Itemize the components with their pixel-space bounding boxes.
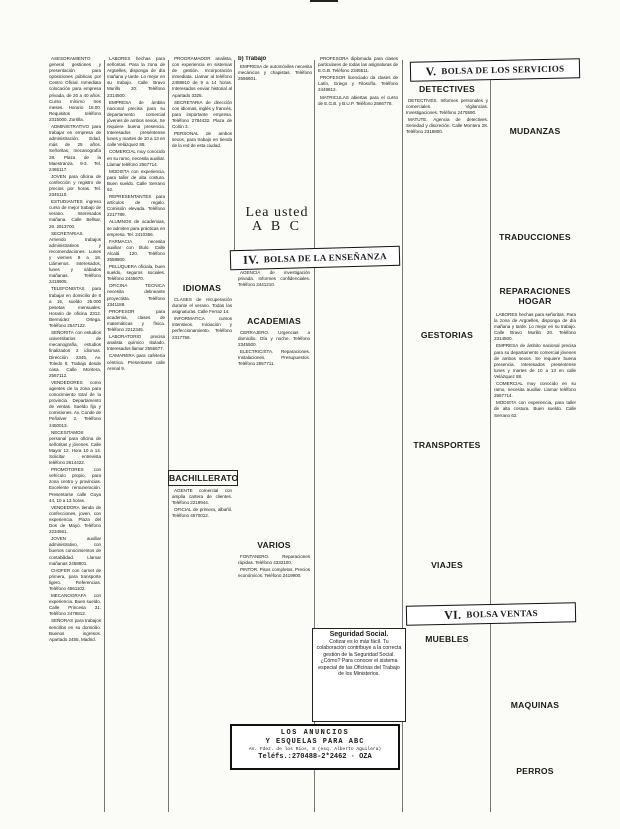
classified-ad: EMPRESA de ámbito nacional precisa para su departamento comercial jóvenes de ambos sexos. Se requiere buena presencia. Interesados preséntense lunes y martes de 10 a 13 en calle Velázquez 88. [107,99,165,148]
classified-ad: ESTUDIANTES ingreso curso de mejor trabajo de verano. Interesados mañana. Calle Bellsar, 26. 2613700. [49,199,101,229]
classified-ad: LABORES hechas para señoritas. Para la zona de Argüelles, disponga de día mañana y tarde. Lo mejor en su trabajo. Calle Bravo Murillo 20. Teléfono 2314500. [494,312,576,342]
section-b-label: b) Trabajo [238,56,267,62]
subhead-traducciones: TRADUCCIONES [499,232,571,242]
varios-column [238,554,310,644]
ad-line-1: LOS ANUNCIOS [280,729,350,737]
classified-ad: EMPRESA de automóviles necesita mecánicos y chapistas. Teléfono 2566601. [238,64,312,82]
classified-ad: CAMARERA para cafetería céntrica. Presentarse calle Arenal 9. [107,353,165,371]
subhead-maquinas: MAQUINAS [510,700,560,710]
classified-ad: JOVEN auxiliar administrativo, con buenos conocimientos de contabilidad. Llamar mañanas 2458801. [49,536,101,566]
section-numeral: V. [425,63,437,78]
subhead-transportes: TRANSPORTES [413,440,481,450]
reparaciones-column [494,312,576,612]
classified-ad: PROMOTORES con vehículo propio, para zona centro y provincias. Excelente remuneración. Presentarse calle Goya 44, 10 a 13 horas. [49,467,101,503]
ad-list [238,330,310,368]
promo-line-1: Lea usted [245,205,309,220]
classified-ad: REPRESENTANTES para artículos de regalo. Comisión elevada. Teléfono 2217789. [107,194,165,218]
classified-ad: AGENTE comercial con amplia cartera de clientes. Teléfono 2219944. [172,488,232,506]
classified-ad: PROFESORA diplomada para clases particulares de todas las asignaturas de E.G.B. Teléfono 2345511. [318,56,398,74]
ad-list [107,56,165,372]
subhead-viajes: VIAJES [431,560,463,570]
ad-list [406,98,488,136]
subhead-perros: PERROS [516,766,554,776]
classified-ad: MECANOGRAFA con experiencia. Buen sueldo. Calle Princesa 31. Teléfono 2478812. [49,593,101,617]
ad-line-2: Y ESQUELAS PARA ABC [265,738,365,746]
classified-ad: MODISTA con experiencia, para taller de alta costura. Buen sueldo. Calle Serrano 62. [494,400,576,418]
academias-column [238,330,310,530]
classified-ad: FONTANERO. Reparaciones rápidas. Teléfono 4332100. [238,554,310,566]
top-edge-mark [310,0,338,2]
subhead-line: REPARACIONES [499,286,571,296]
classified-ad: AGENCIA de investigación privada. Informes confidenciales. Teléfono 2441210. [238,270,310,288]
classified-ad: LABORATORIO precisa analista químico titulado. Interesados llamar 2556677. [107,334,165,352]
classified-ad: VENDEDORA tienda de confecciones, joven, con experiencia. Plaza del Dos de Mayo. Teléfono 2234561. [49,504,101,535]
section-title: BOLSA VENTAS [466,608,538,620]
column-divider [490,60,491,812]
column-divider [168,60,169,812]
classified-ad: MODISTA con experiencia, para taller de alta costura. Buen sueldo. Calle Serrano 62. [107,168,165,192]
subhead-line: HOGAR [518,296,552,306]
bachillerato-column [172,488,232,684]
classified-ad: CERRAJERO. Urgencias a domicilio. Día y noche. Teléfono 2345500. [238,330,310,348]
classified-ad: ALUMNOS de academias, se admiten para prácticas en empresa. Tel. 2410366. [107,219,165,237]
notice-title: Seguridad Social. [329,631,389,638]
ad-list [172,56,232,149]
subhead-mudanzas: MUDANZAS [509,126,561,136]
classified-ad: SEÑORITA con estudios universitarios de mecanografía, estudios finalizados 2 idiomas. Dirección 2345, Av. Toledo 8. Trabajo desde casa. Calle Montera, 2567112. [49,330,101,378]
ad-list [172,297,232,341]
classified-ad: INFORMATICA cursos intensivos. Iniciación y perfeccionamiento. Teléfono 2317756. [172,316,232,340]
subhead-reparaciones [494,286,576,306]
classified-ad: NECESITAMOS personal para oficina de señoritas y jóvenes. Calle Mayor 12. Hora 10 a 14. Solicitar entrevista teléfono 2614422. [49,429,101,466]
abc-ads-box [230,724,400,770]
classifieds-column-2 [107,56,165,812]
section-title: BOLSA DE LA ENSEÑANZA [263,251,387,265]
classified-ad: SECRETARIA de dirección con idiomas, inglés y francés, para importante empresa. Teléfono 2784432. Plaza de Colón 3. [172,99,232,130]
detectives-column [406,98,488,278]
classifieds-column-1 [49,56,101,812]
classified-ad: CLASES de recuperación durante el verano. Todas las asignaturas. Calle Ferraz 14. [172,297,232,315]
classified-ad: SECRETARIAS. Arriendo trabajos administrativos y recomendaciones. Lunes y viernes 9 a 18. Llámenos. Interesados, lunes y sábados mañanas. Teléfono 2418905. [49,230,101,285]
classified-ad: MATUTE. Agencia de detectives. Seriedad y discreción. Calle Montera 28. Teléfono 2318800. [406,117,488,135]
subhead-academias: ACADEMIAS [247,316,301,326]
section-numeral: IV. [242,251,259,267]
section-title: BOLSA DE LOS SERVICIOS [441,63,565,77]
ad-phone: Teléfs.:270488-2*2462 · OZA [258,753,372,761]
classified-ad: PERSONAL de ambos sexos, para trabajo en tienda de la red de esta ciudad. [172,131,232,149]
idiomas-column [172,297,232,455]
classifieds-column-4 [318,56,398,626]
subhead-bachillerato: BACHILLERATO [168,470,238,486]
promo-lea-usted [242,206,312,234]
classified-ad: ADMINISTRATIVO para trabajar en empresa de administración. Edad, más de 25 años. Señoritas, mecanografía 28. Plaza de la Maestranza. 9-3. Tel. 2465117. [49,124,101,172]
classified-ad: COMERCIAL muy conocido en su ramo, necesita auxiliar. Llamar teléfono 2567714. [494,381,576,399]
classified-ad: EMPRESA de ámbito nacional precisa para su departamento comercial jóvenes de ambos sexos. Se requiere buena presencia. Interesados preséntense lunes y martes de 10 a 13 en calle Velázquez 88. [494,343,576,379]
classified-ad: OFICINA TECNICA necesita delineante proyectista. Teléfono 2341188. [107,283,165,307]
column-divider [234,60,235,250]
classified-ad: PROFESOR licenciado da clases de Latín, Griego y Filosofía. Teléfono 2448812. [318,75,398,93]
classified-ad: SEÑORAS para trabajos sencillos en su domicilio. Buenos ingresos. Apartado 2455, Madrid. [49,618,101,642]
classifieds-column-3 [172,56,232,242]
academias-intro [238,270,310,320]
classified-ad: PELUQUERA oficiala, buen sueldo, seguros sociales. Teléfono 2445670. [107,264,165,282]
ad-list [49,56,101,643]
ad-list [494,312,576,419]
classified-ad: JOVEN para oficina de confección y registro de precios por horas. Tel. 2345110. [49,173,101,198]
ad-list [238,270,310,288]
ad-list [318,56,398,107]
column-divider [104,60,105,812]
seguridad-social-notice [312,628,406,722]
notice-body: Cotizar es lo más fácil. Tu colaboración contribuye a la correcta gestión de la Seguridad Social. ¿Cómo? Para conocer el sistema especial de las Oficinas del Trabajo de los Ministerios. [316,639,402,678]
classified-ad: FARMACIA necesita auxiliar con título. Calle Alcalá 120. Teléfono 2558800. [107,238,165,262]
subhead-gestorias: GESTORIAS [420,330,474,340]
ad-list [172,488,232,519]
promo-line-2: A B C [251,219,302,234]
ad-list [238,554,310,579]
section-v-header [410,58,580,82]
classified-ad: ELECTRICISTA. Reparaciones. Instalaciones. Presupuestos. Teléfono 2557711. [238,349,310,367]
classified-ad: TELEFONISTAS para trabajar en domicilio de 8 a 15, sueldo 25.000 pesetas mensuales. Horario de oficina 2312. Bermúdez Ortega. Teléfono 2547122. [49,286,101,329]
ad-list [238,64,312,82]
subhead-idiomas: IDIOMAS [182,283,222,293]
classified-ad: PROFESOR para academia, clases de matemáticas y física. Teléfono 2212345. [107,308,165,333]
classified-ad: ASESORAMIENTO general gestiones y presentación para oposiciones públicas por Centro Oficial. Inmediata colocación para empresa privada, de 20 a 40 años. Curso mínimo tres meses. Horario 18.00. Requisitos teléfono 2315000. Zorrilla. [49,56,101,122]
subhead-varios: VARIOS [257,540,291,550]
section-numeral: VI. [443,607,462,622]
classified-ad: LABORES hechas para señoritas. Para la zona de Argüelles, disponga de día mañana y tarde. Lo mejor en su trabajo. Calle Bravo Murillo 20. Teléfono 2314500. [107,56,165,98]
classified-ad: CHOFER con carnet de primera, para transporte ligero. Referencias. Teléfono 4561102. [49,567,101,591]
subhead-muebles: MUEBLES [425,634,469,644]
classified-ad: VENDEDORES como agentes de la zona para conocimiento total de la provincia. Departamento de ventas. Sueldo fijo y comisiones. Av. Conde de Peñalver 2. Teléfono 2450013. [49,379,101,428]
subhead-detectives: DETECTIVES [419,84,475,94]
classified-ad: MATRICULAS abiertas para el curso de E.G.B. y B.U.P. Teléfono 2566778. [318,94,398,106]
classified-ad: DETECTIVES. Informes personales y comerciales. Vigilancias. Investigaciones. Teléfono 2475590. [406,98,488,116]
classified-ad: OFICIAL de primera, albañil. Teléfono 4570012. [172,507,232,519]
classified-ad: PROGRAMADOR analista, con experiencia en sistemas de gestión. Incorporación inmediata. Llamar al teléfono 2458810 de 9 a 14 horas. Interesados enviar historial al Apartado 3325. [172,56,232,98]
classified-ad: PINTOR. Pisos completos. Precios económicos. Teléfono 2419900. [238,567,310,579]
classified-ad: COMERCIAL muy conocido en su ramo, necesita auxiliar. Llamar teléfono 2567714. [107,149,165,167]
ad-line-3: AV. Fdez. de los Ríos, 8 (esq. Alberto Aguilera) [248,747,382,752]
